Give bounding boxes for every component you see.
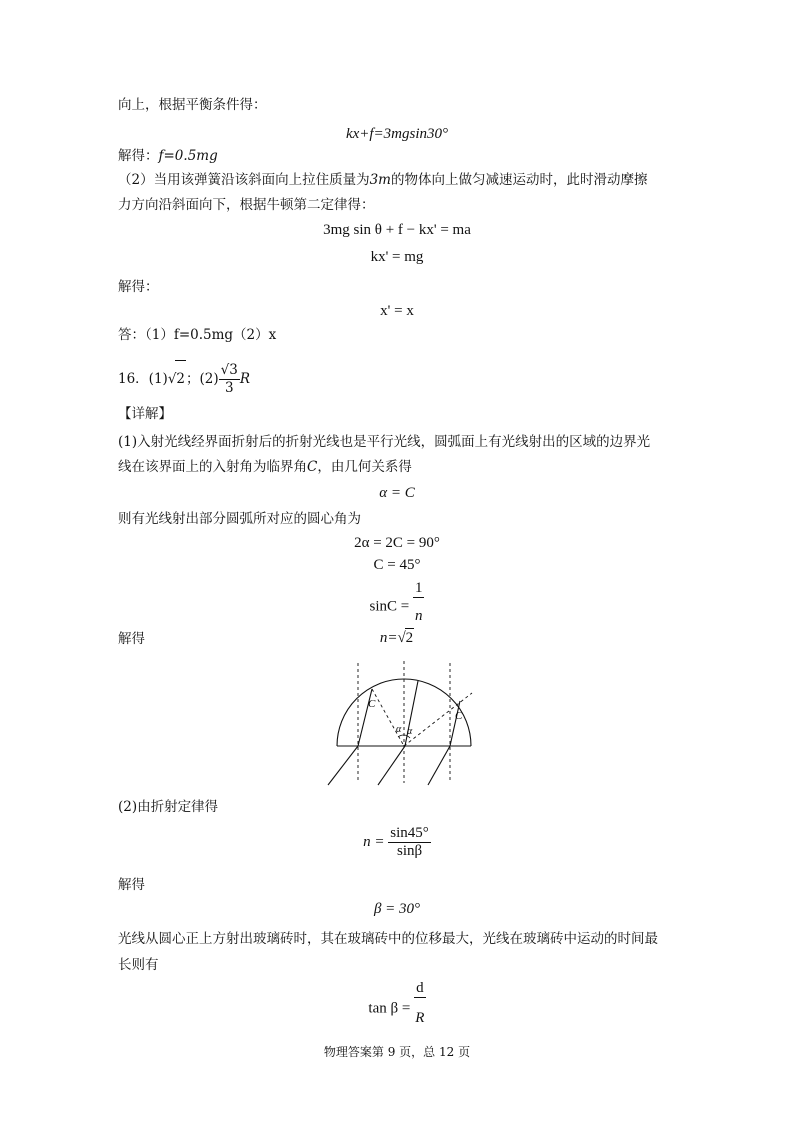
refracted-ray-right	[450, 701, 460, 746]
incident-ray-right	[428, 746, 450, 785]
text-line: 力方向沿斜面向下，根据牛顿第二定律得：	[118, 197, 375, 213]
equation-newton: 3mg sin θ + f − kx' = ma	[323, 222, 471, 238]
paragraph-line: 光线从圆心正上方射出玻璃砖时，其在玻璃砖中的位移最大，光线在玻璃砖中运动的时间最	[118, 931, 658, 947]
question-16-answer: 16．(1)√2；(2) $\frac{√3}{3}$ R	[118, 362, 251, 396]
answer-line: 答：（1）f=0.5mg（2）x	[118, 327, 277, 343]
text-line: 解得	[118, 877, 145, 893]
text-line: 解得：f=0.5mg	[118, 148, 218, 164]
label-alpha-left: α	[396, 724, 402, 735]
equation-critical: C = 45°	[373, 557, 421, 573]
page-footer: 物理答案第 9 页，总 12 页	[323, 1045, 471, 1059]
label-C-right: C	[455, 710, 463, 722]
equation-sinC: sinC = $\frac{1}{n}$	[369, 580, 423, 624]
text-line: 向上，根据平衡条件得：	[118, 97, 267, 113]
text-line: 解得	[118, 631, 145, 647]
text-line: （2）当用该弹簧沿该斜面向上拉住质量为3m的物体向上做匀减速运动时，此时滑动摩擦	[118, 172, 648, 188]
paragraph-line: 长则有	[118, 957, 159, 973]
equation-beta: β = 30°	[373, 901, 421, 917]
equation-n: n=√2	[379, 630, 414, 646]
semicircle-refraction-diagram	[310, 655, 500, 790]
equation-alpha: α = C	[379, 485, 415, 501]
radius-left	[372, 689, 404, 746]
equation-snell: n = $\frac{\sin 45^\circ}{\sin\beta}$	[363, 825, 429, 860]
label-alpha-right: α	[407, 726, 413, 737]
equation-tan: tan β = $\frac{d}{R}$	[368, 980, 425, 1026]
paragraph-line: 线在该界面上的入射角为临界角C，由几何关系得	[118, 459, 412, 475]
paragraph-line: (2)由折射定律得	[118, 799, 219, 815]
equation-balance: kx+f=3mgsin30°	[345, 126, 449, 142]
equation-result: x' = x	[380, 303, 414, 319]
equation-angle: 2α = 2C = 90°	[354, 535, 440, 551]
paragraph-line: 则有光线射出部分圆弧所对应的圆心角为	[118, 511, 361, 527]
incident-ray-center	[378, 746, 405, 785]
text-line: 解得：	[118, 279, 159, 295]
label-C-left: C	[368, 698, 376, 710]
equation-spring: kx' = mg	[370, 249, 424, 265]
detail-heading: 【详解】	[118, 406, 172, 422]
incident-ray-left	[328, 746, 358, 785]
paragraph-line: (1)入射光线经界面折射后的折射光线也是平行光线，圆弧面上有光线射出的区域的边界光	[118, 434, 651, 450]
